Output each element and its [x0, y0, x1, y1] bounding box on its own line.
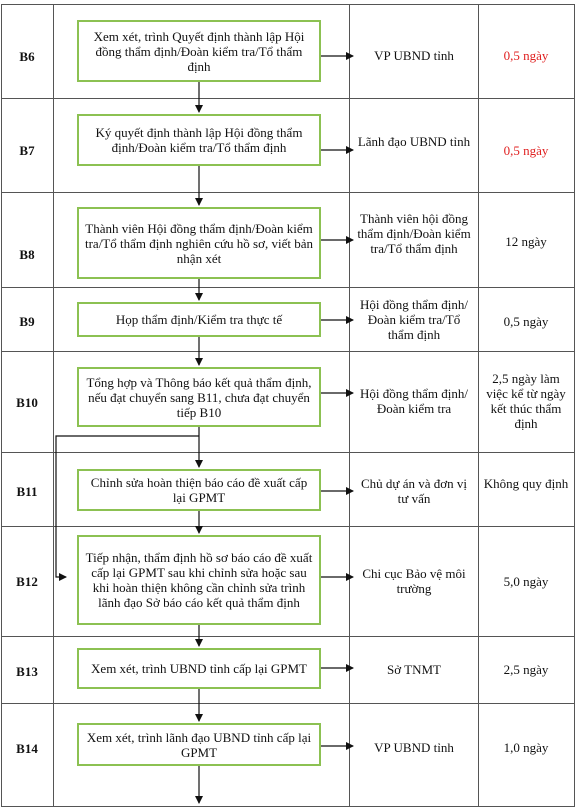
flow-arrows [56, 56, 353, 803]
duration-cell: 2,5 ngày [503, 662, 549, 677]
actor-cell: Chi cục Bảo vệ môi trường [362, 566, 466, 596]
process-box: Tổng hợp và Thông báo kết quả thẩm định, nếu đạt chuyển sang B11, chưa đạt chuyển tiếp B10 [77, 367, 321, 427]
duration-cell: 0,5 ngày [503, 314, 549, 329]
actor-cell: Hội đồng thẩm định/Đoàn kiểm tra/Tổ thẩm định [360, 297, 468, 342]
actor-cell: Hội đồng thẩm định/Đoàn kiểm tra [360, 386, 468, 416]
process-box: Xem xét, trình UBND tỉnh cấp lại GPMT [77, 648, 321, 689]
step-label: B10 [16, 395, 38, 410]
actor-cell: Sở TNMT [387, 662, 441, 677]
step-label: B12 [16, 574, 38, 589]
duration-cell: 0,5 ngày [503, 143, 549, 158]
step-label: B9 [19, 314, 35, 329]
actor-cell: Thành viên hội đồng thẩm định/Đoàn kiểm tra/Tổ thẩm định [357, 211, 471, 256]
actor-cell: Chủ dự án và đơn vị tư vấn [361, 476, 467, 506]
step-label: B7 [19, 143, 35, 158]
process-box: Họp thẩm định/Kiểm tra thực tế [77, 302, 321, 337]
duration-cell: 0,5 ngày [503, 48, 549, 63]
process-box: Chỉnh sửa hoàn thiện báo cáo đề xuất cấp lại GPMT [77, 469, 321, 511]
process-box: Tiếp nhận, thẩm định hồ sơ báo cáo đề xuất cấp lại GPMT sau khi chỉnh sửa hoặc sau khi hoàn thiện không cần chỉnh sửa trình lãnh đạo Sở báo cáo kết quả thẩm định [77, 535, 321, 625]
process-box: Thành viên Hội đồng thẩm định/Đoàn kiểm tra/Tổ thẩm định nghiên cứu hồ sơ, viết bản nhận xét [77, 207, 321, 279]
step-label: B14 [16, 741, 38, 756]
duration-cell: 2,5 ngày làm việc kể từ ngày kết thúc thẩm định [486, 371, 566, 431]
step-label: B13 [16, 664, 38, 679]
duration-cell: 1,0 ngày [503, 740, 549, 755]
actor-cell: VP UBND tỉnh [374, 48, 454, 63]
duration-cell: Không quy định [483, 476, 569, 491]
duration-cell: 12 ngày [505, 234, 547, 249]
process-box: Ký quyết định thành lập Hội đồng thẩm định/Đoàn kiểm tra/Tổ thẩm định [77, 114, 321, 166]
duration-cell: 5,0 ngày [503, 574, 549, 589]
actor-cell: Lãnh đạo UBND tỉnh [357, 134, 471, 149]
process-box: Xem xét, trình lãnh đạo UBND tỉnh cấp lại GPMT [77, 723, 321, 766]
step-label: B6 [19, 49, 35, 64]
step-label: B8 [19, 247, 35, 262]
actor-cell: VP UBND tỉnh [374, 740, 454, 755]
process-box: Xem xét, trình Quyết định thành lập Hội đồng thẩm định/Đoàn kiểm tra/Tổ thẩm định [77, 20, 321, 82]
step-label: B11 [16, 484, 38, 499]
